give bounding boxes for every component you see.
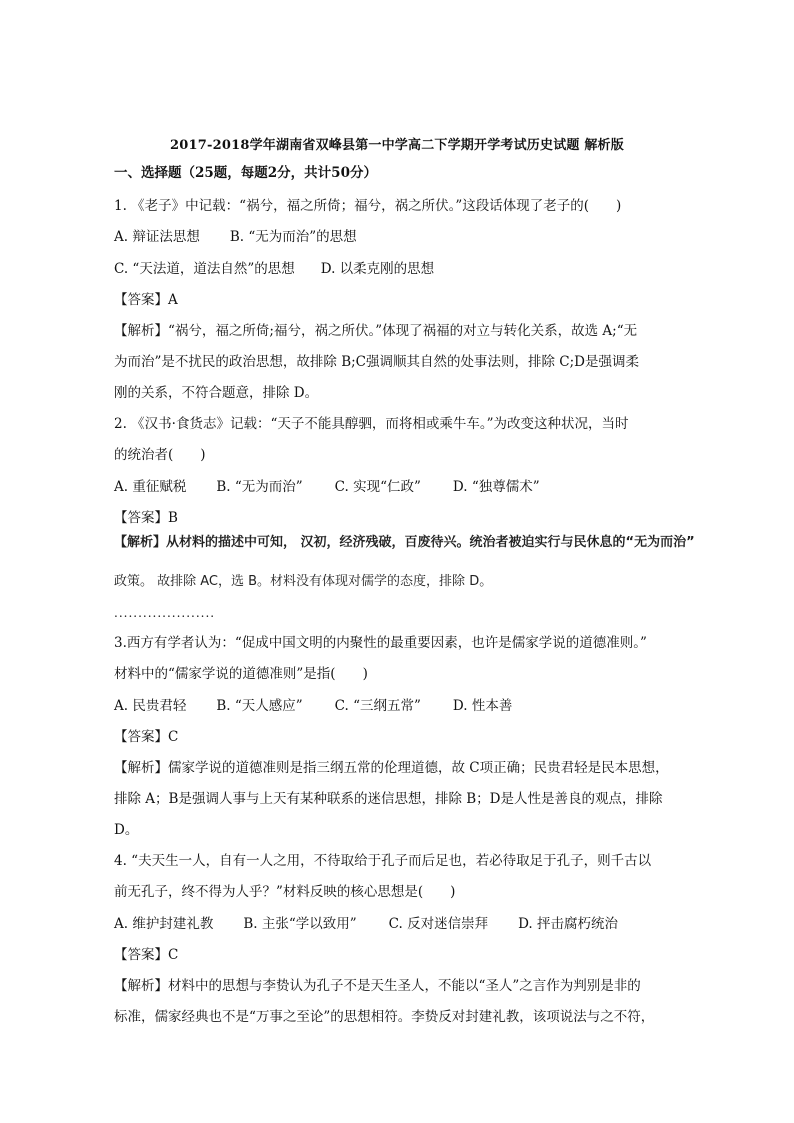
q3-option-b: B. “天人感应” (216, 698, 303, 714)
q4-stem-line-2: 前无孔子，终不得为人乎？”材料反映的核心思想是( ) (114, 884, 456, 900)
q1-analysis-line-2: 为而治”是不扰民的政治思想，故排除 B;C强调顺其自然的处事法则，排除 C;D是强调柔 (114, 354, 639, 370)
q1-options-row-2 (114, 260, 434, 278)
q2-option-a: A. 重征赋税 (114, 479, 187, 495)
q1-option-a: A. 辩证法思想 (114, 229, 200, 245)
q2-option-d: D. “独尊儒术” (452, 479, 540, 495)
q4-analysis-line-2: 标准，儒家经典也不是“万事之至论”的思想相符。李贽反对封建礼教，该项说法与之不符， (114, 1009, 655, 1025)
section-heading: 一、选择题（25题，每题2分，共计50分） (114, 165, 377, 181)
q3-option-d: D. 性本善 (452, 698, 513, 714)
q2-stem-line-1: 2. 《汉书·食货志》记载：“天子不能具醇驷，而将相或乘牛车。”为改变这种状况，当时 (114, 416, 629, 432)
q1-answer: 【答案】A (114, 292, 178, 308)
q2-stem-line-2: 的统治者( ) (114, 447, 206, 463)
q4-options-row (114, 915, 618, 933)
q3-stem-line-2: 材料中的“儒家学说的道德准则”是指( ) (114, 666, 368, 682)
q4-option-b: B. 主张“学以致用” (243, 916, 357, 932)
q4-option-c: C. 反对迷信崇拜 (388, 916, 489, 932)
q2-analysis-line-1: 【解析】从材料的描述中可知， 汉初，经济残破，百废待兴。统治者被迫实行与民休息的“无为而治” (114, 535, 695, 550)
q4-option-d: D. 抨击腐朽统治 (518, 916, 619, 932)
q4-option-a: A. 维护封建礼教 (114, 916, 214, 932)
q1-stem-line-1: 1. 《老子》中记载：“祸兮，福之所倚；福兮，祸之所伏。”这段话体现了老子的( ) (114, 198, 622, 214)
q2-option-c: C. 实现“仁政” (334, 479, 421, 495)
q2-answer: 【答案】B (114, 510, 178, 526)
q4-analysis-line-1: 【解析】材料中的思想与李贽认为孔子不是天生圣人，不能以“圣人”之言作为判别是非的 (114, 978, 641, 994)
q1-option-d: D. 以柔克刚的思想 (320, 261, 435, 277)
q2-analysis-line-2: 政策。 故排除 AC，选 B。材料没有体现对儒学的态度，排除 D。 (114, 574, 493, 589)
q3-option-a: A. 民贵君轻 (114, 698, 187, 714)
q1-options-row-1 (114, 228, 357, 246)
document-title: 2017-2018学年湖南省双峰县第一中学高二下学期开学考试历史试题 解析版 (170, 138, 624, 153)
q3-answer: 【答案】C (114, 729, 179, 745)
q3-stem-line-1: 3.西方有学者认为：“促成中国文明的内聚性的最重要因素，也许是儒家学说的道德准则。” (114, 635, 647, 651)
q3-option-c: C. “三纲五常” (334, 698, 421, 714)
q4-answer: 【答案】C (114, 947, 179, 963)
q1-analysis-line-1: 【解析】“祸兮，福之所倚;福兮，祸之所伏。”体现了祸福的对立与转化关系，故选 A;“无 (114, 323, 638, 339)
q3-analysis-line-2: 排除 A；B是强调人事与上天有某种联系的迷信思想，排除 B；D是人性是善良的观点，排除 (114, 791, 663, 807)
q3-analysis-line-3: D。 (114, 822, 139, 838)
q1-analysis-line-3: 刚的关系，不符合题意，排除 D。 (114, 385, 319, 401)
q1-option-c: C. “天法道，道法自然”的思想 (114, 261, 295, 277)
q3-analysis-line-1: 【解析】儒家学说的道德准则是指三纲五常的伦理道德，故 C项正确；民贵君轻是民本思想， (114, 760, 669, 776)
q4-stem-line-1: 4. “夫天生一人，自有一人之用，不待取给于孔子而后足也，若必待取足于孔子，则千古以 (114, 853, 652, 869)
q2-separator-dots: ..................... (114, 606, 216, 620)
q2-option-b: B. “无为而治” (216, 479, 303, 495)
q1-option-b: B. “无为而治”的思想 (229, 229, 357, 245)
q2-options-row (114, 478, 540, 496)
q3-options-row (114, 697, 512, 715)
